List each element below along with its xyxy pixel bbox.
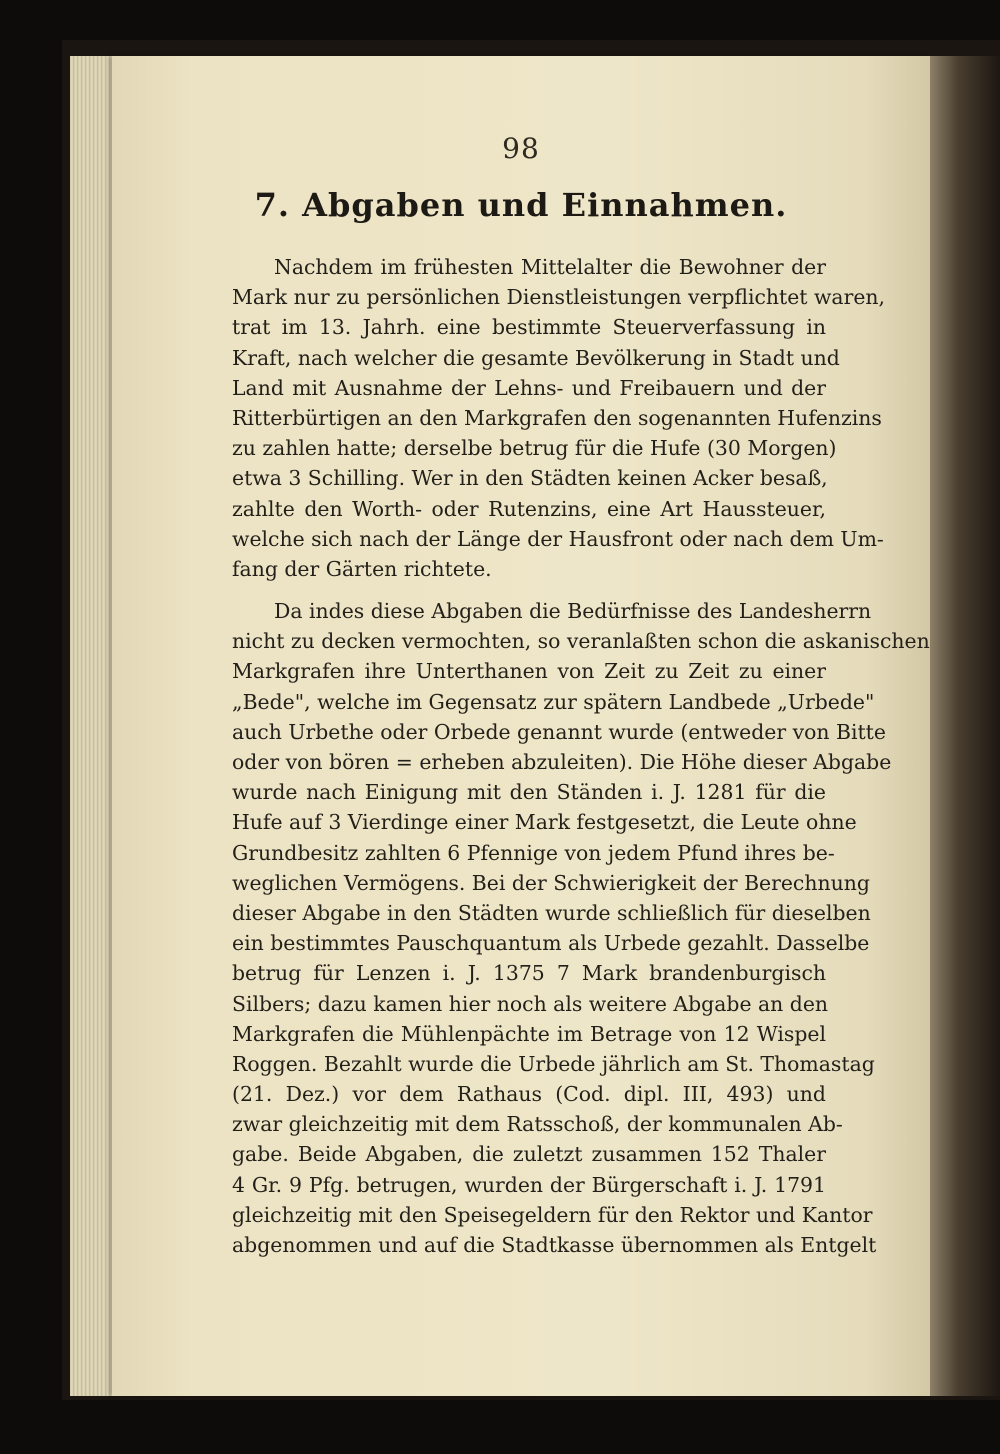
text-line: gleichzeitig mit den Speisegeldern für den Rektor und Kantor [232,1202,873,1227]
text-line: betrug für Lenzen i. J. 1375 7 Mark brandenburgisch [232,961,826,986]
text-line: Markgrafen die Mühlenpächte im Betrage von 12 Wispel [232,1021,826,1046]
text-line: Grundbesitz zahlten 6 Pfennige von jedem Pfund ihres be- [232,840,835,865]
text-line: gabe. Beide Abgaben, die zuletzt zusammen 152 Thaler [232,1142,826,1167]
text-line: Roggen. Bezahlt wurde die Urbede jährlich am St. Thomastag [232,1051,875,1076]
text-line: abgenommen und auf die Stadtkasse übernommen als Entgelt [232,1233,877,1257]
text-line: zahlte den Worth- oder Rutenzins, eine Art Haussteuer, [232,496,826,521]
text-line: Nachdem im frühesten Mittelalter die Bewohner der [274,255,826,279]
text-line: Ritterbürtigen an den Markgrafen den sogenannten Hufenzins [232,405,882,430]
text-line: oder von bören = erheben abzuleiten). Die Höhe dieser Abgabe [232,750,892,774]
paragraph-1 [232,252,886,584]
page-number: 98 [502,132,540,165]
text-line: Mark nur zu persönlichen Dienstleistungen verpflichtet waren, [232,285,886,310]
paragraph-gap [232,584,826,596]
book-page [112,56,930,1396]
text-line: 4 Gr. 9 Pfg. betrugen, wurden der Bürgerschaft i. J. 1791 [232,1172,826,1197]
text-line: welche sich nach der Länge der Hausfront oder nach dem Um- [232,526,884,551]
text-line: trat im 13. Jahrh. eine bestimmte Steuerverfassung in [232,315,826,340]
body-text [232,252,930,1260]
text-line: ein bestimmtes Pauschquantum als Urbede gezahlt. Dasselbe [232,931,870,956]
text-line: weglichen Vermögens. Bei der Schwierigkeit der Berechnung [232,870,870,895]
text-line: Land mit Ausnahme der Lehns- und Freibauern und der [232,375,826,400]
text-line: zwar gleichzeitig mit dem Ratsschoß, der kommunalen Ab- [232,1112,843,1137]
text-line: Markgrafen ihre Unterthanen von Zeit zu Zeit zu einer [232,659,826,684]
text-line: zu zahlen hatte; derselbe betrug für die Hufe (30 Morgen) [232,436,837,461]
text-line: wurde nach Einigung mit den Ständen i. J. 1281 für die [232,780,826,805]
text-line: „Bede", welche im Gegensatz zur spätern Landbede „Urbede" [232,689,875,714]
text-line: Silbers; dazu kamen hier noch als weitere Abgabe an den [232,991,829,1016]
text-line: dieser Abgabe in den Städten wurde schließlich für dieselben [232,900,871,925]
paragraph-2 [232,596,930,1260]
text-line: (21. Dez.) vor dem Rathaus (Cod. dipl. III, 493) und [232,1082,826,1107]
section-heading: 7. Abgaben und Einnahmen. [254,186,788,224]
text-line: Da indes diese Abgaben die Bedürfnisse des Landesherrn [274,599,872,624]
right-page-edge [930,56,1000,1396]
text-line: auch Urbethe oder Orbede genannt wurde (entweder von Bitte [232,719,886,744]
text-line: Hufe auf 3 Vierdinge einer Mark festgesetzt, die Leute ohne [232,810,857,835]
text-line: Kraft, nach welcher die gesamte Bevölkerung in Stadt und [232,345,840,370]
text-line: nicht zu decken vermochten, so veranlaßten schon die askanischen [232,629,930,654]
text-line: fang der Gärten richtete. [232,556,492,581]
text-line: etwa 3 Schilling. Wer in den Städten keinen Acker besaß, [232,466,828,491]
